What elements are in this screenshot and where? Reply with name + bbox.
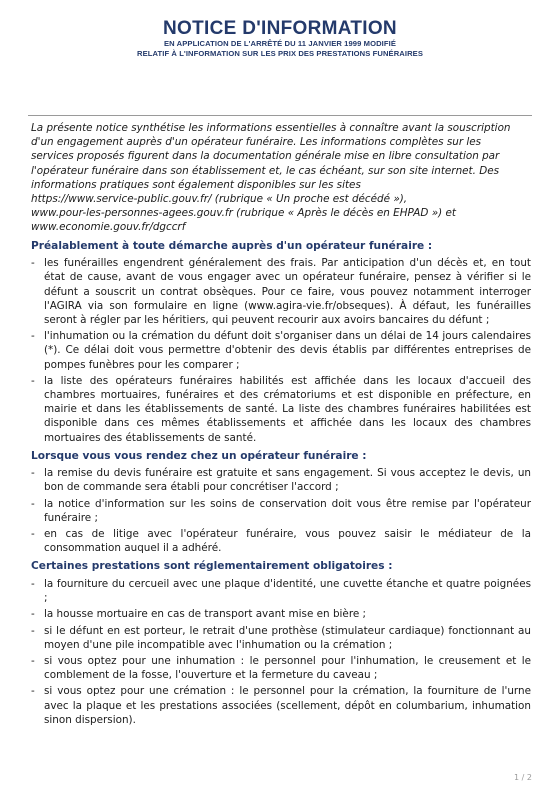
list-item: - la liste des opérateurs funéraires habilités est affichée dans les locaux d'accueil des chambres mortuaires, funéraires et des crématoriums et est disponible en préfecture, en mairie et dans les établissements de santé. La liste des chambres funéraires habilitées est disponible dans ces mêmes établissements et affichée dans les locaux des chambres mortuaires des établissements de santé. — [31, 374, 531, 445]
list-item: - si le défunt en est porteur, le retrait d'une prothèse (stimulateur cardiaque) fonctionnant au moyen d'une pile incompatible avec l'inhumation ou la crémation ; — [31, 624, 531, 652]
intro-link-personnes-agees: www.pour-les-personnes-agees.gouv.fr (rubrique « Après le décès en EHPAD ») et — [31, 207, 456, 220]
list-item: - la housse mortuaire en cas de transport avant mise en bière ; — [31, 607, 531, 621]
intro-paragraph — [31, 121, 531, 235]
section-title-obligatoires: Certaines prestations sont réglementairement obligatoires : — [31, 560, 393, 573]
section-list-obligatoires — [31, 577, 531, 727]
notice-subtitle-2: RELATIF À L'INFORMATION SUR LES PRIX DES PRESTATIONS FUNÉRAIRES — [137, 49, 423, 58]
list-item: - si vous optez pour une inhumation : le personnel pour l'inhumation, le creusement et le comblement de la fosse, l'ouverture et la fermeture du caveau ; — [31, 654, 531, 682]
list-item: - les funérailles engendrent généralement des frais. Par anticipation d'un décès et, en tout état de cause, avant de vous engager avec un opérateur funéraire, pensez à vérifier si le défunt a souscrit un contrat obsèques. Pour ce faire, vous pouvez notamment interroger l'AGIRA via son formulaire en ligne (www.agira-vie.fr/obseques). À défaut, les funérailles seront à régler par les héritiers, qui peuvent recourir aux avoirs bancaires du défunt ; — [31, 256, 531, 327]
intro-line: informations pratiques sont également disponibles sur les sites — [31, 178, 361, 191]
section-title-operateur: Lorsque vous vous rendez chez un opérateur funéraire : — [31, 449, 367, 462]
list-item: - si vous optez pour une crémation : le personnel pour la crémation, la fourniture de l'urne avec la plaque et les prestations associées (scellement, dépôt en columbarium, inhumation sinon dispersion). — [31, 684, 531, 727]
header-divider — [28, 115, 532, 116]
notice-header — [0, 18, 560, 59]
intro-line: l'opérateur funéraire dans son établissement et, le cas échéant, sur son site internet. Des — [31, 164, 500, 177]
section-title-prealable: Préalablement à toute démarche auprès d'un opérateur funéraire : — [31, 239, 433, 252]
intro-link-dgccrf: www.economie.gouv.fr/dgccrf — [31, 221, 186, 234]
list-item: - l'inhumation ou la crémation du défunt doit s'organiser dans un délai de 14 jours calendaires (*). Ce délai doit vous permettre d'obtenir des devis établis par différentes entreprises de pompes funèbres pour les comparer ; — [31, 329, 531, 372]
section-list-operateur — [31, 466, 531, 555]
notice-title: NOTICE D'INFORMATION — [163, 18, 397, 39]
list-item: - la remise du devis funéraire est gratuite et sans engagement. Si vous acceptez le devis, un bon de commande sera établi pour concrétiser l'accord ; — [31, 466, 531, 494]
notice-body — [31, 121, 531, 731]
page-number: 1 / 2 — [514, 773, 532, 782]
intro-line: La présente notice synthétise les informations essentielles à connaître avant la souscription — [31, 122, 511, 134]
intro-line: services proposés figurent dans la documentation générale mise en libre consultation par — [31, 150, 500, 163]
section-list-prealable — [31, 256, 531, 445]
list-item: - en cas de litige avec l'opérateur funéraire, vous pouvez saisir le médiateur de la consommation auquel il a adhéré. — [31, 527, 531, 555]
list-item: - la fourniture du cercueil avec une plaque d'identité, une cuvette étanche et quatre poignées ; — [31, 577, 531, 605]
notice-subtitle-1: EN APPLICATION DE L'ARRÊTÉ DU 11 JANVIER 1999 MODIFIÉ — [163, 39, 396, 48]
list-item: - la notice d'information sur les soins de conservation doit vous être remise par l'opérateur funéraire ; — [31, 497, 531, 525]
intro-line: d'un engagement auprès d'un opérateur funéraire. Les informations complètes sur les — [31, 136, 482, 149]
intro-link-service-public: https://www.service-public.gouv.fr/ (rubrique « Un proche est décédé »), — [31, 193, 408, 206]
